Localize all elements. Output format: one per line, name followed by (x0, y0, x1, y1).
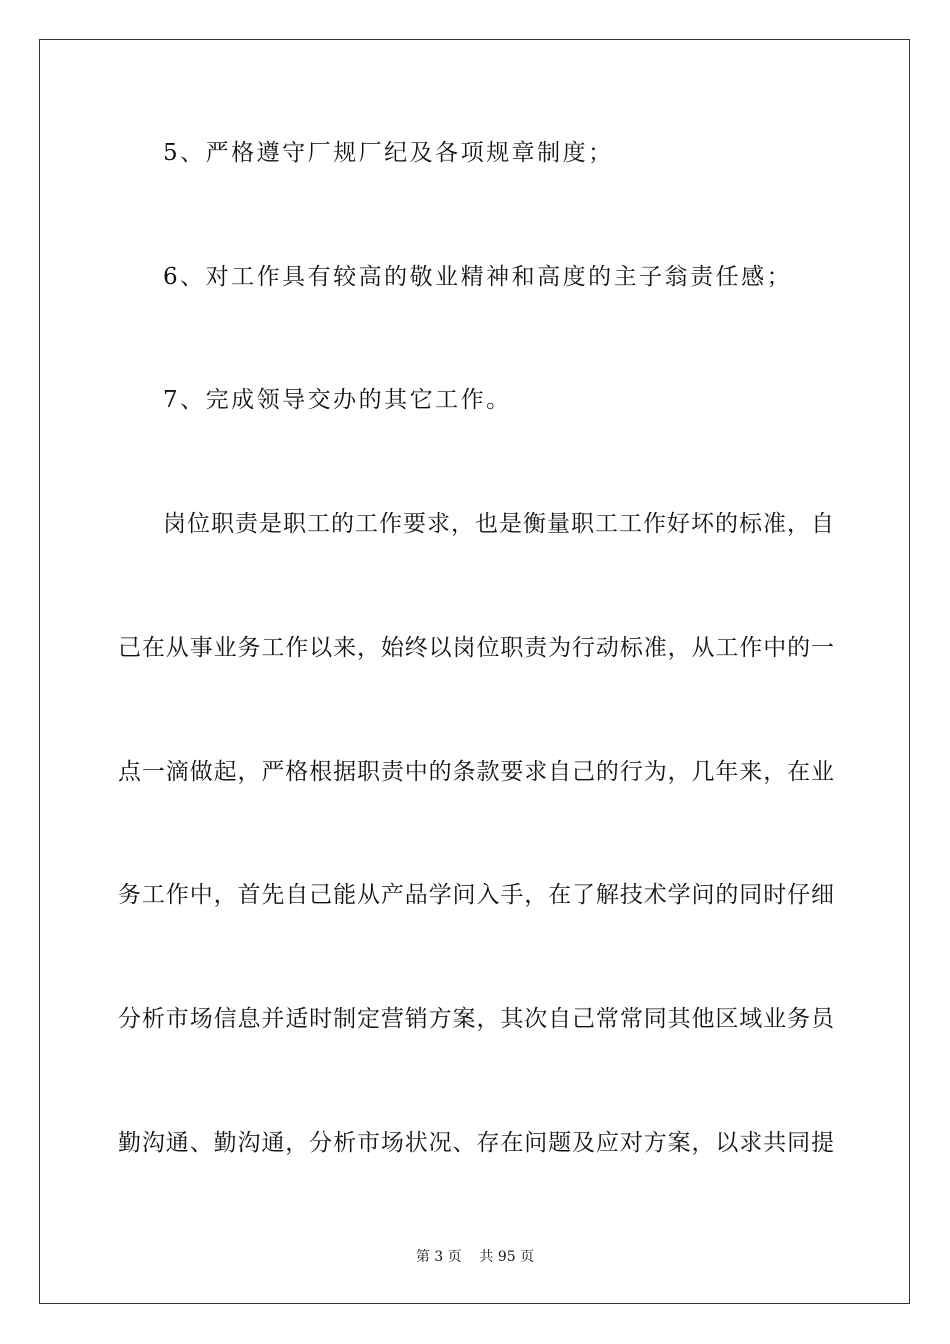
page-number-footer: 第 3 页 共 95 页 (415, 1249, 535, 1265)
paragraph-line-1: 岗位职责是职工的工作要求，也是衡量职工工作好坏的标准，自 (163, 511, 834, 537)
list-item-7: 7、完成领导交办的其它工作。 (163, 387, 512, 413)
paragraph-line-4: 务工作中，首先自己能从产品学问入手，在了解技术学问的同时仔细 (118, 882, 834, 908)
page-frame (39, 39, 910, 1304)
list-item-6: 6、对工作具有较高的敬业精神和高度的主子翁责任感； (163, 264, 793, 290)
paragraph-line-3: 点一滴做起，严格根据职责中的条款要求自己的行为，几年来，在业 (118, 759, 834, 785)
paragraph-line-5: 分析市场信息并适时制定营销方案，其次自己常常同其他区域业务员 (118, 1006, 834, 1032)
list-item-5: 5、严格遵守厂规厂纪及各项规章制度； (163, 140, 614, 166)
paragraph-line-2: 己在从事业务工作以来，始终以岗位职责为行动标准，从工作中的一 (118, 635, 834, 661)
paragraph-line-6: 勤沟通、勤沟通，分析市场状况、存在问题及应对方案，以求共同提 (118, 1130, 834, 1156)
